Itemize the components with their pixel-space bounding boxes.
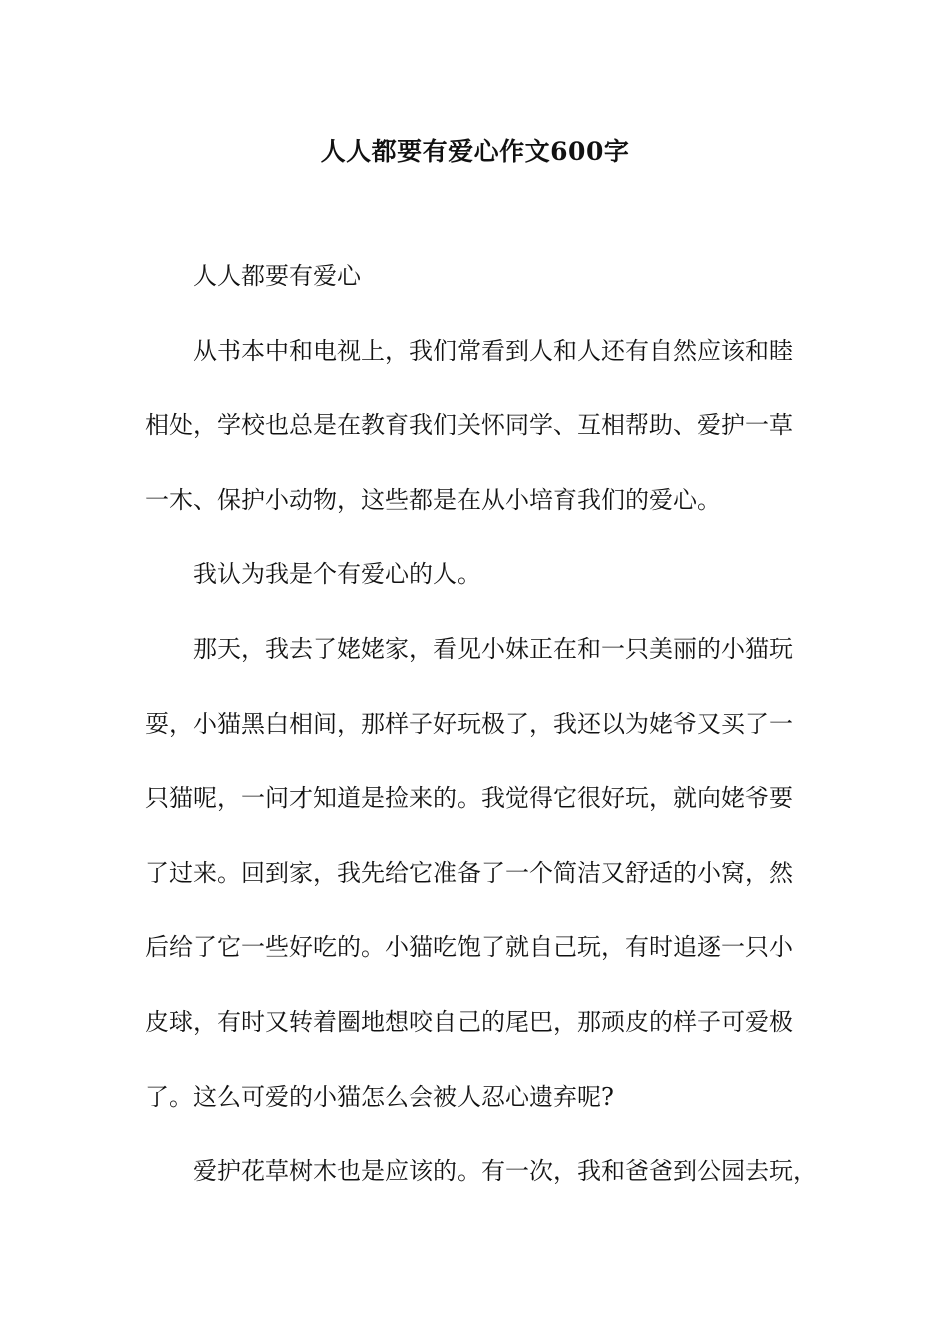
text-line: 了。这么可爱的小猫怎么会被人忍心遗弃呢? — [145, 1082, 614, 1111]
text-line: 人人都要有爱心 — [193, 262, 361, 290]
text-line: 那天，我去了姥姥家，看见小妹正在和一只美丽的小猫玩 — [193, 634, 793, 663]
text-line: 一木、保护小动物，这些都是在从小培育我们的爱心。 — [145, 485, 721, 514]
text-line: 了过来。回到家，我先给它准备了一个简洁又舒适的小窝，然 — [145, 858, 793, 887]
text-line: 从书本中和电视上，我们常看到人和人还有自然应该和睦 — [193, 336, 793, 365]
text-line: 只猫呢，一问才知道是捡来的。我觉得它很好玩，就向姥爷要 — [145, 784, 793, 813]
text-line: 我认为我是个有爱心的人。 — [193, 560, 481, 589]
text-line: 后给了它一些好吃的。小猫吃饱了就自己玩，有时追逐一只小 — [145, 933, 793, 962]
text-line: 相处，学校也总是在教育我们关怀同学、互相帮助、爱护一草 — [145, 411, 793, 440]
text-line: 爱护花草树木也是应该的。有一次，我和爸爸到公园去玩， — [193, 1157, 817, 1186]
document-body — [145, 256, 825, 1226]
text-line: 皮球，有时又转着圈地想咬自己的尾巴，那顽皮的样子可爱极 — [145, 1007, 793, 1036]
document-title: 人人都要有爱心作文600字 — [320, 137, 630, 166]
text-line: 耍，小猫黑白相间，那样子好玩极了，我还以为姥爷又买了一 — [145, 709, 793, 738]
